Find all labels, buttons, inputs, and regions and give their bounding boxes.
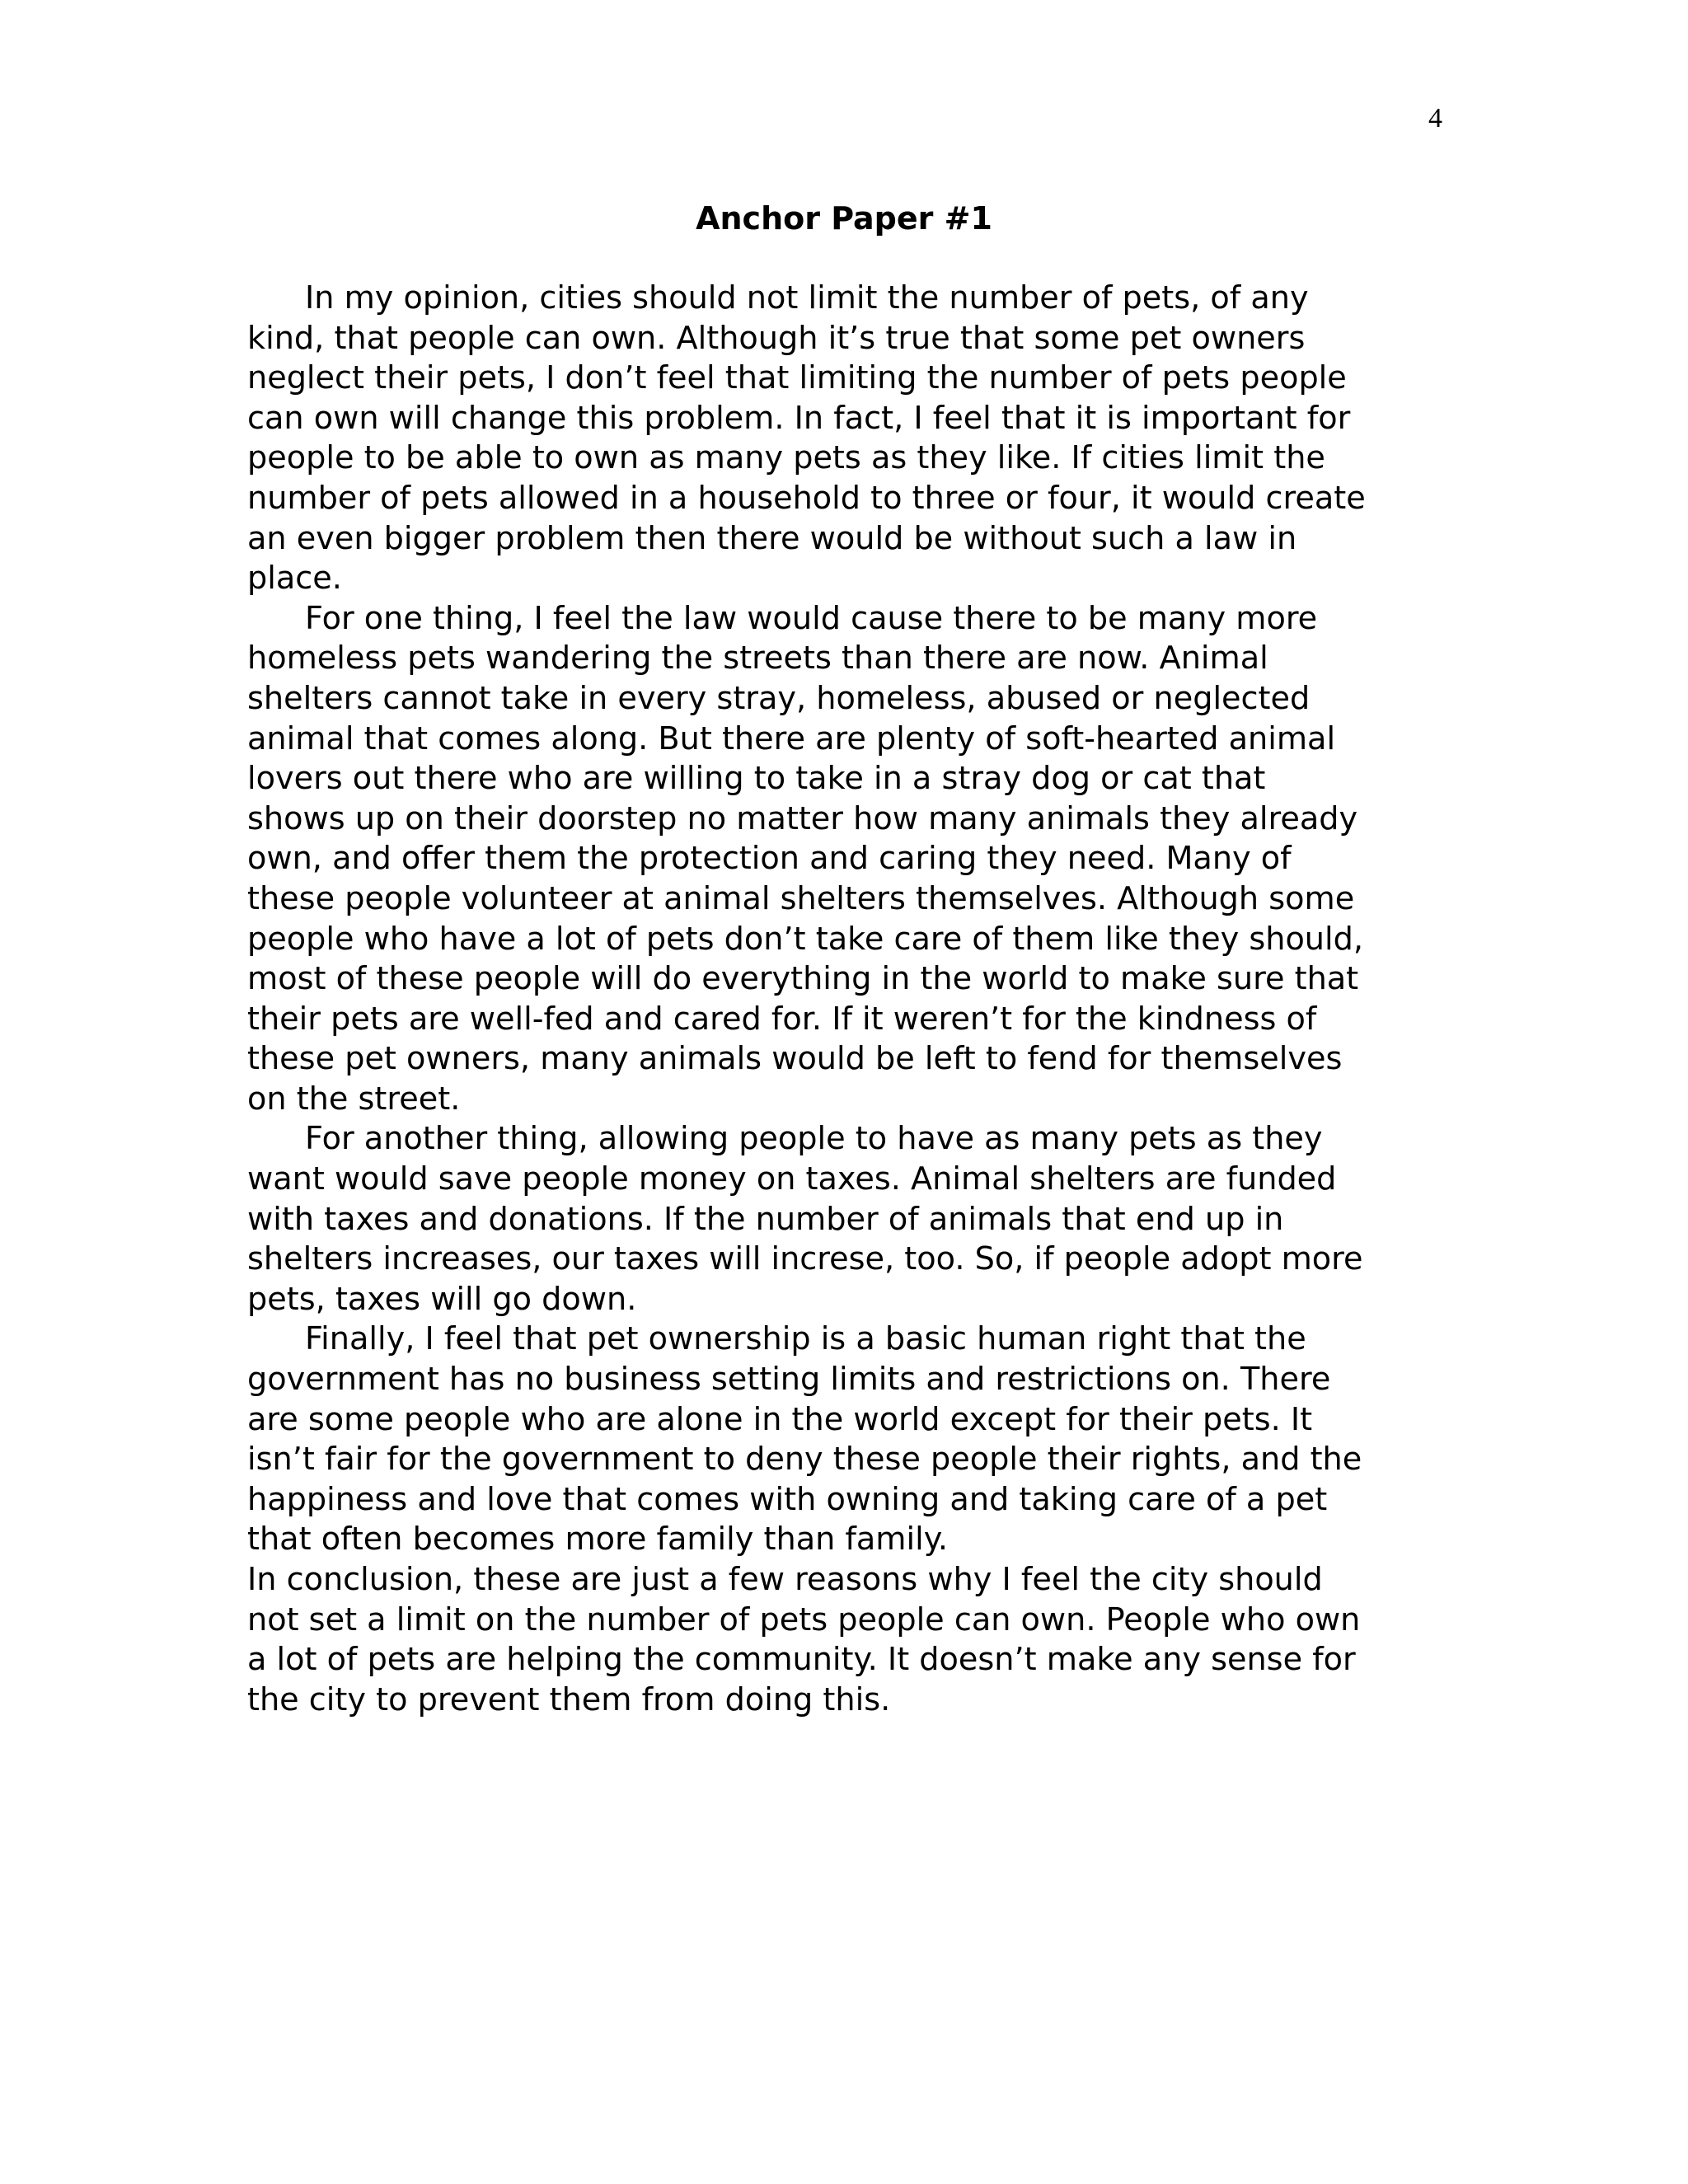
text-line: can own will change this problem. In fact, I feel that it is important for: [247, 400, 1351, 437]
document-title: Anchor Paper #1: [696, 200, 992, 237]
text-line: shows up on their doorstep no matter how many animals they already: [247, 800, 1358, 837]
essay-body: [247, 279, 1441, 1720]
text-line: an even bigger problem then there would be without such a law in: [247, 520, 1297, 557]
text-line: people who have a lot of pets don’t take care of them like they should,: [247, 921, 1363, 958]
text-line: government has no business setting limits and restrictions on. There: [247, 1361, 1331, 1399]
text-line: with taxes and donations. If the number of animals that end up in: [247, 1201, 1284, 1238]
text-line: on the street.: [247, 1080, 461, 1118]
text-line: isn’t fair for the government to deny these people their rights, and the: [247, 1441, 1362, 1479]
text-line: most of these people will do everything in the world to make sure that: [247, 961, 1359, 998]
text-line: shelters increases, our taxes will increse, too. So, if people adopt more: [247, 1241, 1363, 1278]
text-line: own, and offer them the protection and caring they need. Many of: [247, 841, 1292, 878]
text-line: For one thing, I feel the law would cause there to be many more: [305, 600, 1318, 637]
text-line: In my opinion, cities should not limit the number of pets, of any: [305, 280, 1309, 316]
text-line: kind, that people can own. Although it’s true that some pet owners: [247, 320, 1306, 357]
text-line: pets, taxes will go down.: [247, 1281, 637, 1318]
text-line: number of pets allowed in a household to three or four, it would create: [247, 480, 1366, 517]
text-line: that often becomes more family than family.: [247, 1521, 948, 1558]
text-line: animal that comes along. But there are plenty of soft-hearted animal: [247, 720, 1336, 757]
text-line: these pet owners, many animals would be left to fend for themselves: [247, 1041, 1343, 1078]
text-line: are some people who are alone in the world except for their pets. It: [247, 1401, 1313, 1438]
text-line: neglect their pets, I don’t feel that limiting the number of pets people: [247, 360, 1347, 397]
text-line: In conclusion, these are just a few reasons why I feel the city should: [247, 1562, 1323, 1598]
page-number: 4: [1428, 103, 1442, 134]
text-line: lovers out there who are willing to take in a stray dog or cat that: [247, 761, 1266, 798]
text-line: not set a limit on the number of pets people can own. People who own: [247, 1601, 1361, 1638]
text-line: these people volunteer at animal shelters themselves. Although some: [247, 880, 1355, 917]
text-line: Finally, I feel that pet ownership is a basic human right that the: [305, 1321, 1306, 1358]
text-line: the city to prevent them from doing this.: [247, 1681, 891, 1718]
text-line: want would save people money on taxes. Animal shelters are funded: [247, 1161, 1337, 1198]
text-line: people to be able to own as many pets as they like. If cities limit the: [247, 440, 1325, 477]
text-line: their pets are well-fed and cared for. If it weren’t for the kindness of: [247, 1001, 1317, 1038]
text-line: place.: [247, 560, 342, 598]
text-line: a lot of pets are helping the community. It doesn’t make any sense for: [247, 1642, 1356, 1679]
text-line: shelters cannot take in every stray, homeless, abused or neglected: [247, 680, 1311, 717]
text-line: happiness and love that comes with owning and taking care of a pet: [247, 1481, 1328, 1518]
text-line: homeless pets wandering the streets than there are now. Animal: [247, 640, 1268, 677]
text-line: For another thing, allowing people to have as many pets as they: [305, 1121, 1323, 1158]
